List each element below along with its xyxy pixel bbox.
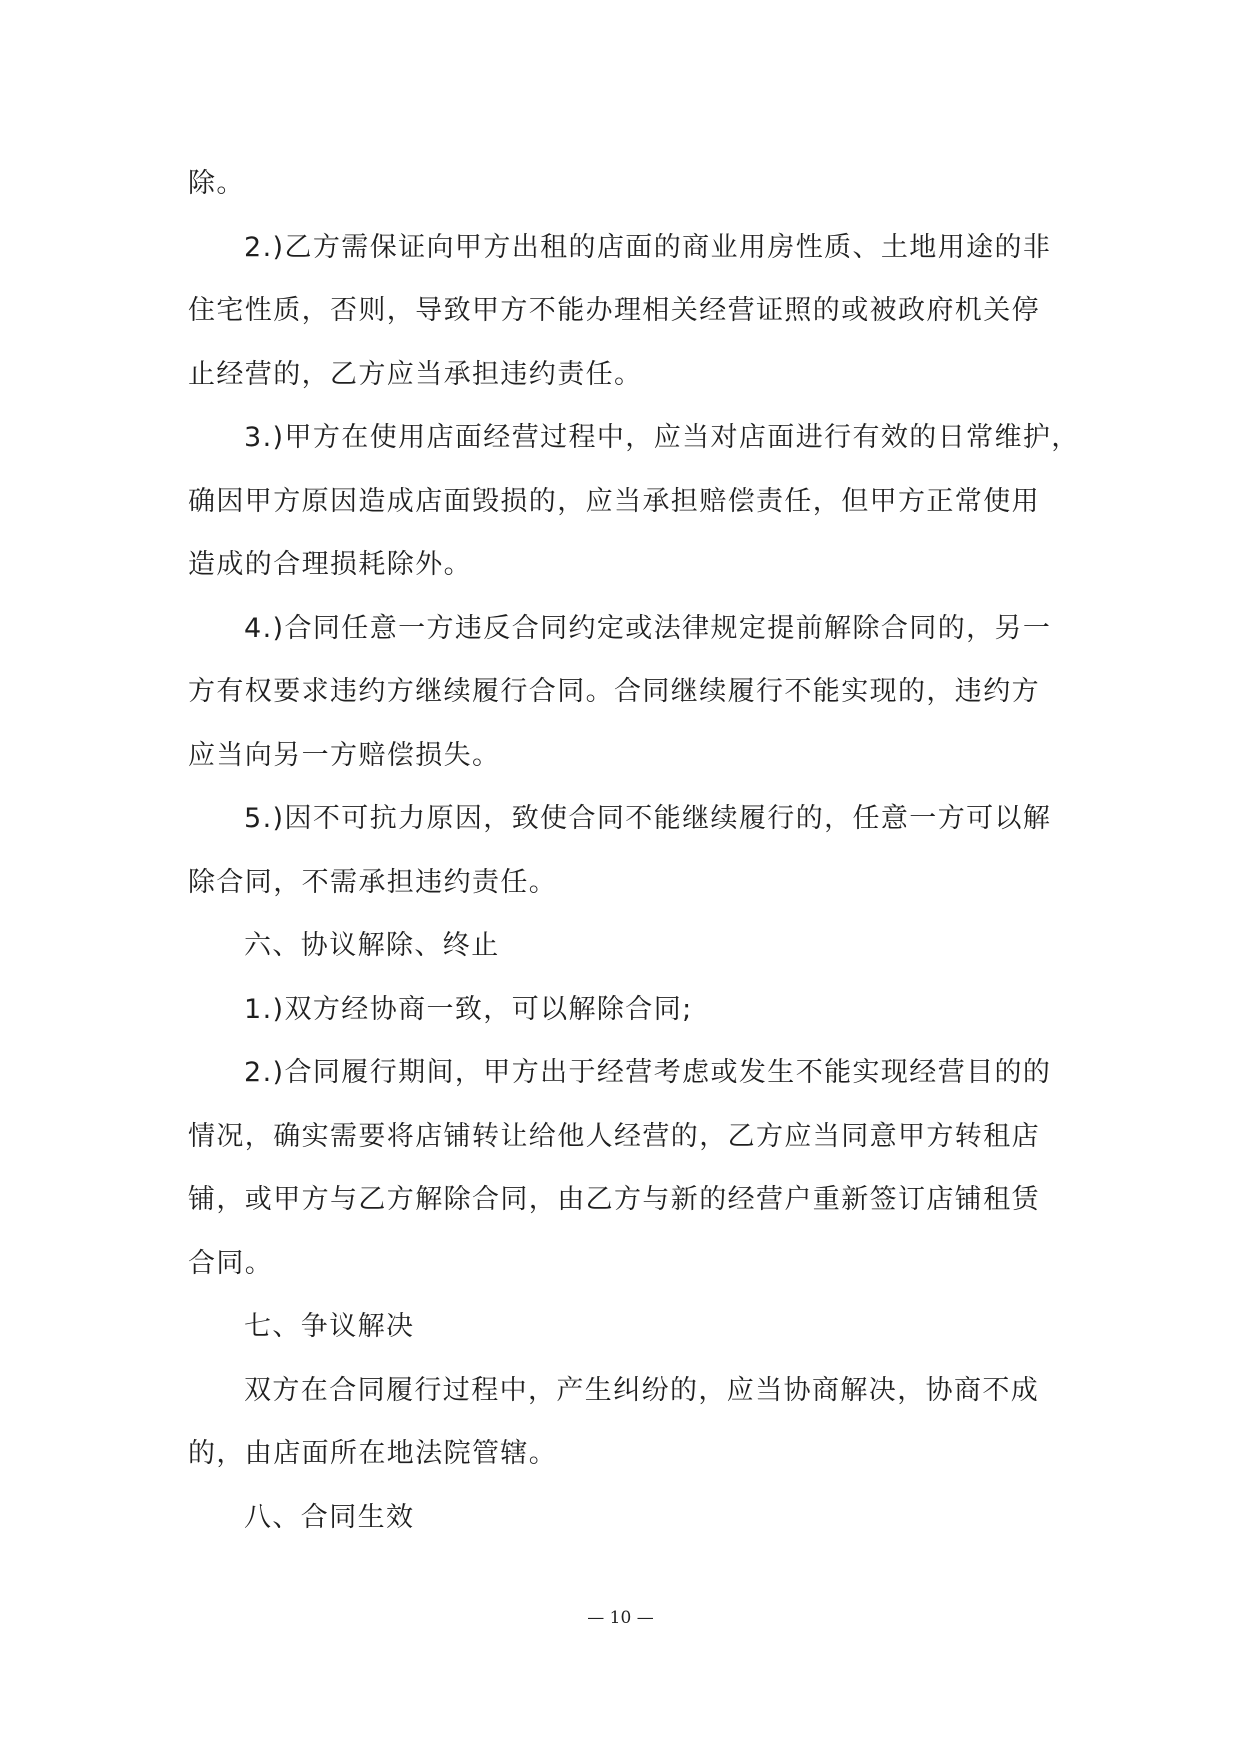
text-line: 止经营的，乙方应当承担违约责任。 <box>188 358 643 390</box>
text-line: 确因甲方原因造成店面毁损的，应当承担赔偿责任，但甲方正常使用 <box>188 485 1040 517</box>
section-heading: 七、争议解决 <box>244 1311 415 1342</box>
text-line: 铺，或甲方与乙方解除合同，由乙方与新的经营户重新签订店铺租赁 <box>188 1184 1040 1215</box>
text-line: 造成的合理损耗除外。 <box>188 549 472 580</box>
text-line: 应当向另一方赔偿损失。 <box>188 739 501 771</box>
text-line: 方有权要求违约方继续履行合同。合同继续履行不能实现的，违约方 <box>188 676 1040 707</box>
section-heading: 八、合同生效 <box>244 1501 415 1533</box>
paragraph-start-line: 4.)合同任意一方违反合同约定或法律规定提前解除合同的，另一 <box>244 612 1052 644</box>
paragraph-start-line: 2.)乙方需保证向甲方出租的店面的商业用房性质、土地用途的非 <box>244 231 1052 263</box>
text-line: 情况，确实需要将店铺转让给他人经营的，乙方应当同意甲方转租店 <box>188 1120 1040 1152</box>
page-number: — 10 — <box>587 1608 654 1628</box>
paragraph-start-line: 2.)合同履行期间，甲方出于经营考虑或发生不能实现经营目的的 <box>244 1057 1052 1088</box>
text-line: 除。 <box>188 168 245 199</box>
text-line: 住宅性质，否则，导致甲方不能办理相关经营证照的或被政府机关停 <box>188 295 1040 326</box>
paragraph-start-line: 5.)因不可抗力原因，致使合同不能继续履行的，任意一方可以解 <box>244 803 1052 834</box>
document-body <box>188 152 1088 1549</box>
paragraph-start-line: 1.)双方经协商一致，可以解除合同; <box>244 993 693 1025</box>
text-line: 除合同，不需承担违约责任。 <box>188 866 558 898</box>
text-line: 合同。 <box>188 1247 274 1279</box>
paragraph-start-line: 3.)甲方在使用店面经营过程中，应当对店面进行有效的日常维护， <box>244 422 1080 453</box>
section-heading: 六、协议解除、终止 <box>244 930 500 961</box>
text-line: 的，由店面所在地法院管辖。 <box>188 1438 558 1469</box>
paragraph-start-line: 双方在合同履行过程中，产生纠纷的，应当协商解决，协商不成 <box>244 1374 1040 1406</box>
